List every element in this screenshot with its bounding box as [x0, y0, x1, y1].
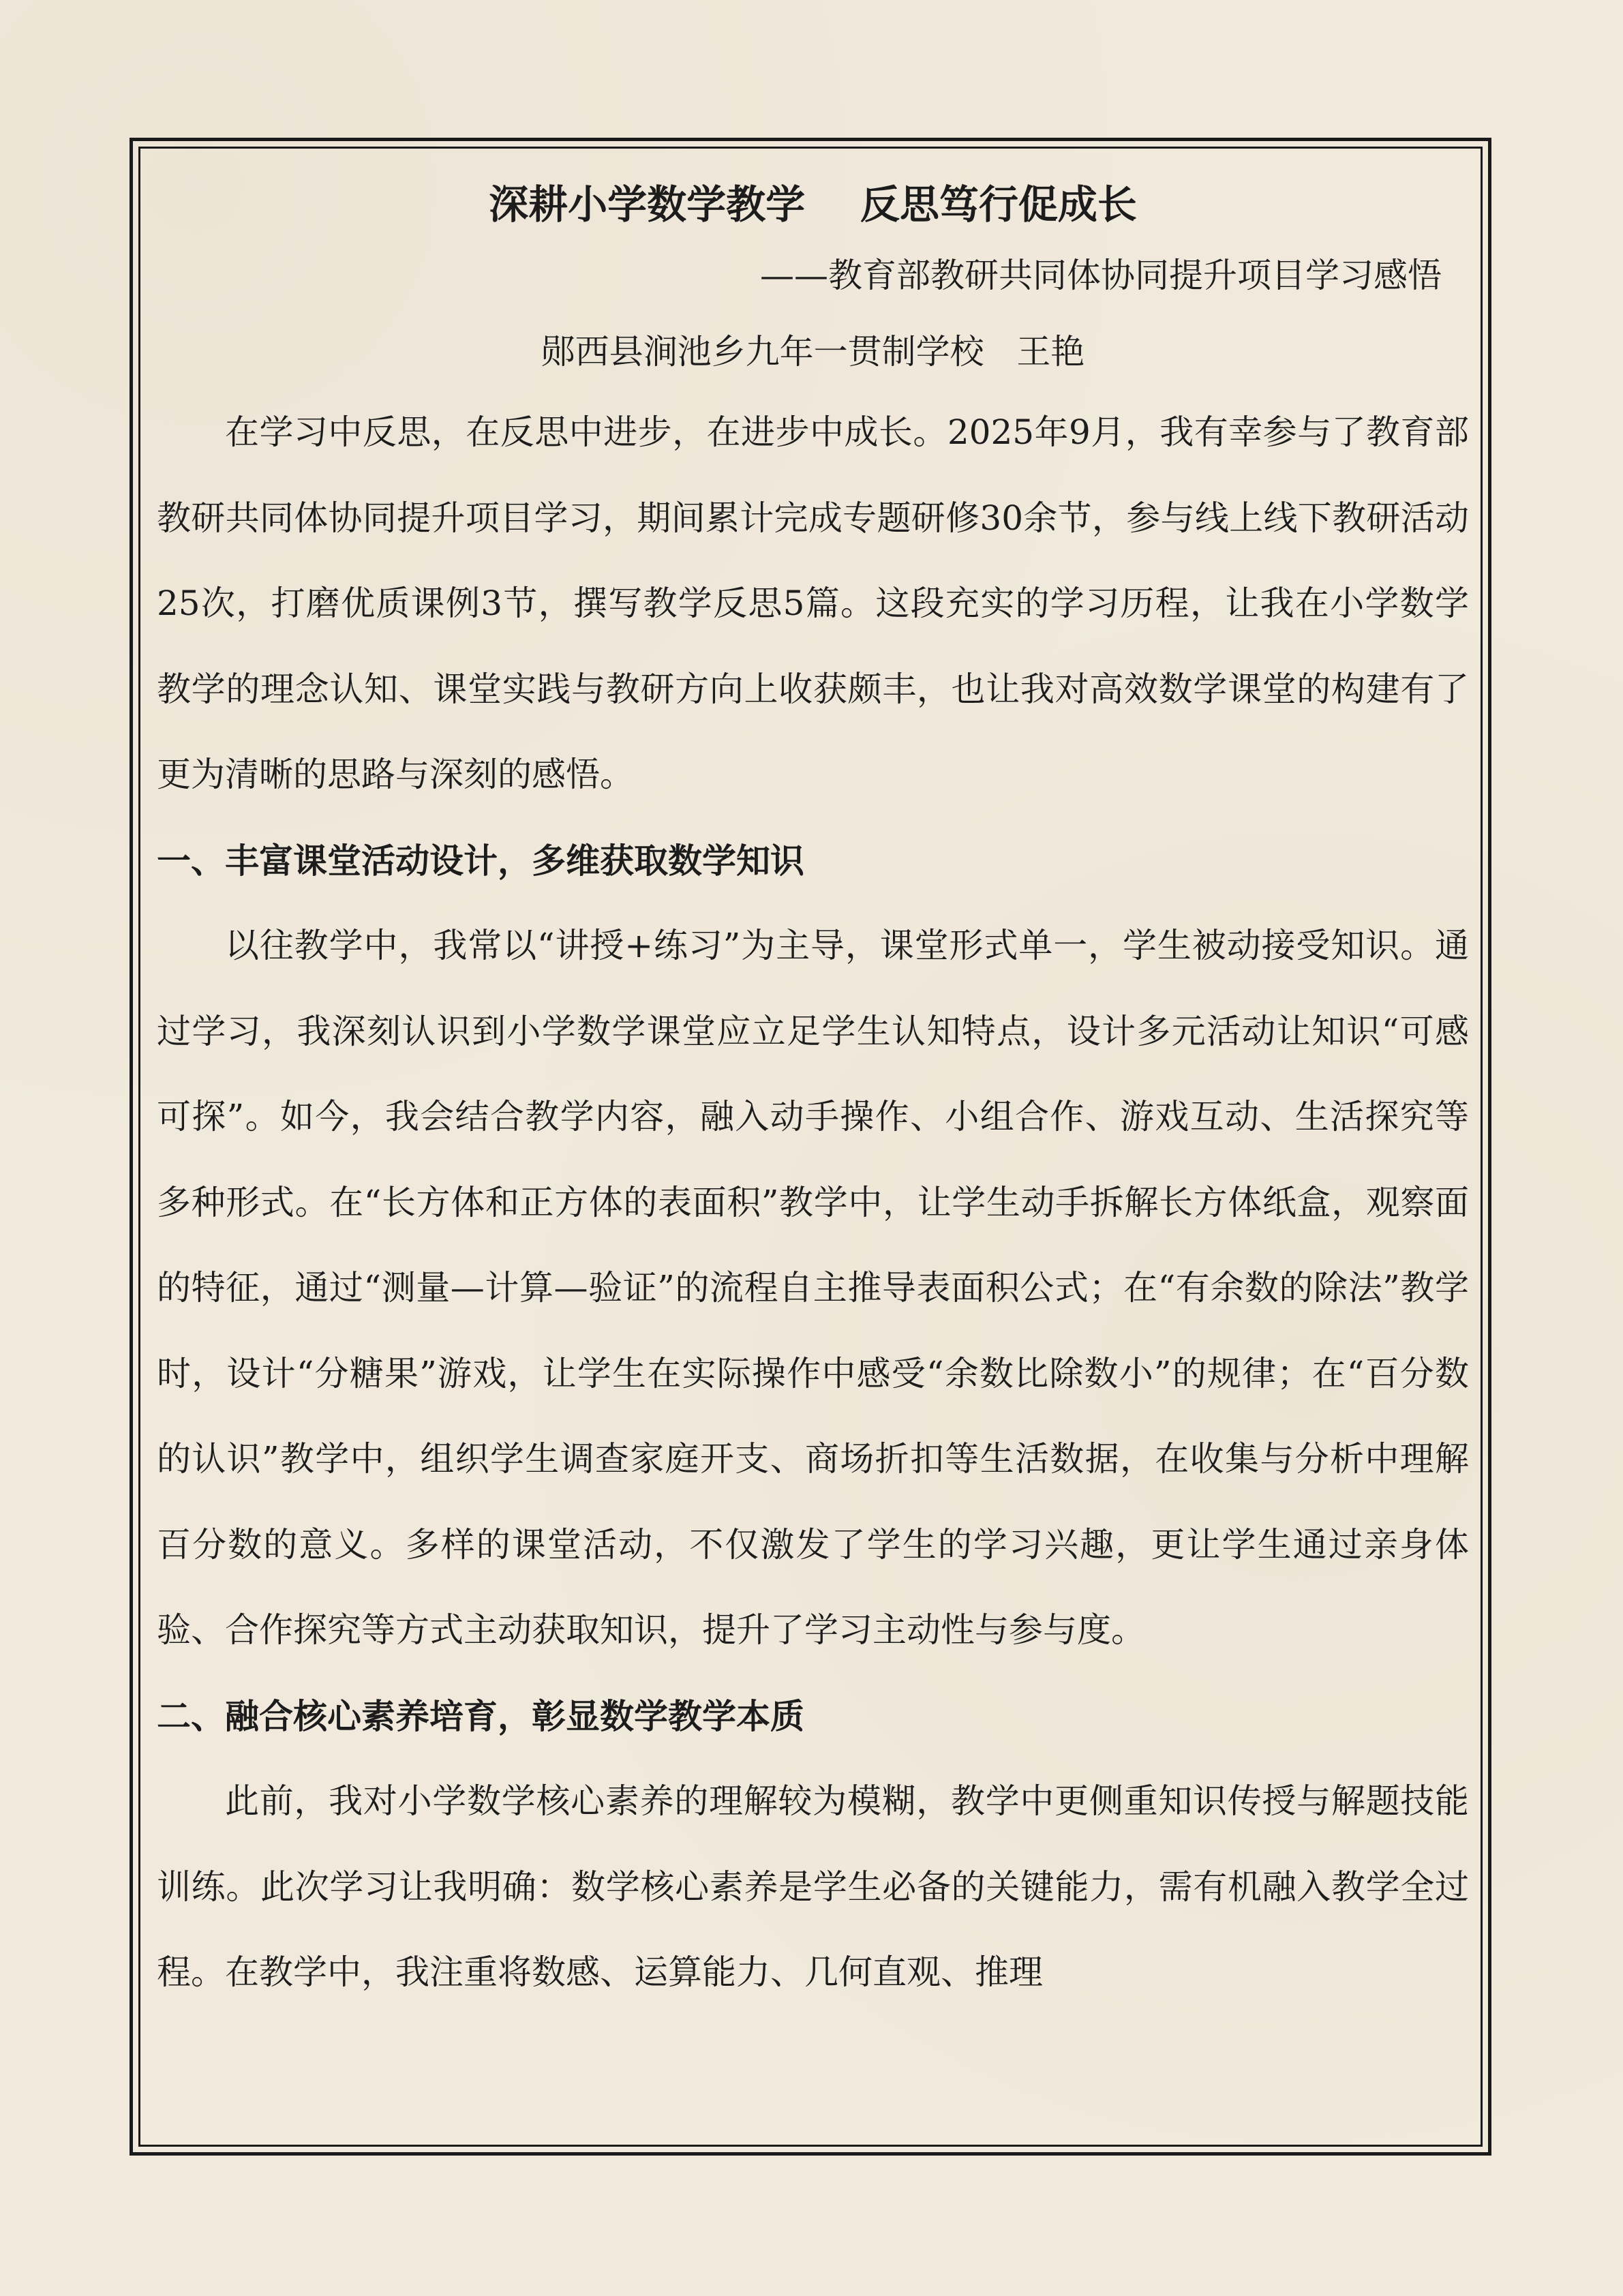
author-line: 郧西县涧池乡九年一贯制学校 王艳 — [541, 332, 1085, 372]
document-title: 深耕小学数学教学 反思笃行促成长 — [489, 181, 1137, 228]
document-body — [157, 164, 1469, 2134]
section-heading: 一、丰富课堂活动设计，多维获取数学知识 — [157, 840, 804, 881]
intro-paragraph: 在学习中反思，在反思中进步，在进步中成长。2025年9月，我有幸参与了教育部教研共同体协同提升项目学习，期间累计完成专题研修30余节，参与线上线下教研活动25次，打磨优质课例3节，撰写教学反思5篇。这段充实的学习历程，让我在小学数学教学的理念认知、课堂实践与教研方向上收获颇丰，也让我对高效数学课堂的构建有了更为清晰的思路与深刻的感悟。 — [157, 412, 1469, 794]
section-paragraph: 此前，我对小学数学核心素养的理解较为模糊，教学中更侧重知识传授与解题技能训练。此次学习让我明确：数学核心素养是学生必备的关键能力，需有机融入教学全过程。在教学中，我注重将数感、运算能力、几何直观、推理 — [157, 1781, 1469, 1992]
section-paragraph: 以往教学中，我常以“讲授+练习”为主导，课堂形式单一，学生被动接受知识。通过学习，我深刻认识到小学数学课堂应立足学生认知特点，设计多元活动让知识“可感可探”。如今，我会结合教学内容，融入动手操作、小组合作、游戏互动、生活探究等多种形式。在“长方体和正方体的表面积”教学中，让学生动手拆解长方体纸盒，观察面的特征，通过“测量—计算—验证”的流程自主推导表面积公式；在“有余数的除法”教学时，设计“分糖果”游戏，让学生在实际操作中感受“余数比除数小”的规律；在“百分数的认识”教学中，组织学生调查家庭开支、商场折扣等生活数据，在收集与分析中理解百分数的意义。多样的课堂活动，不仅激发了学生的学习兴趣，更让学生通过亲身体验、合作探究等方式主动获取知识，提升了学习主动性与参与度。 — [157, 926, 1469, 1650]
section-heading: 二、融合核心素养培育，彰显数学教学本质 — [157, 1695, 804, 1736]
document-subtitle: ——教育部教研共同体协同提升项目学习感悟 — [760, 256, 1442, 295]
